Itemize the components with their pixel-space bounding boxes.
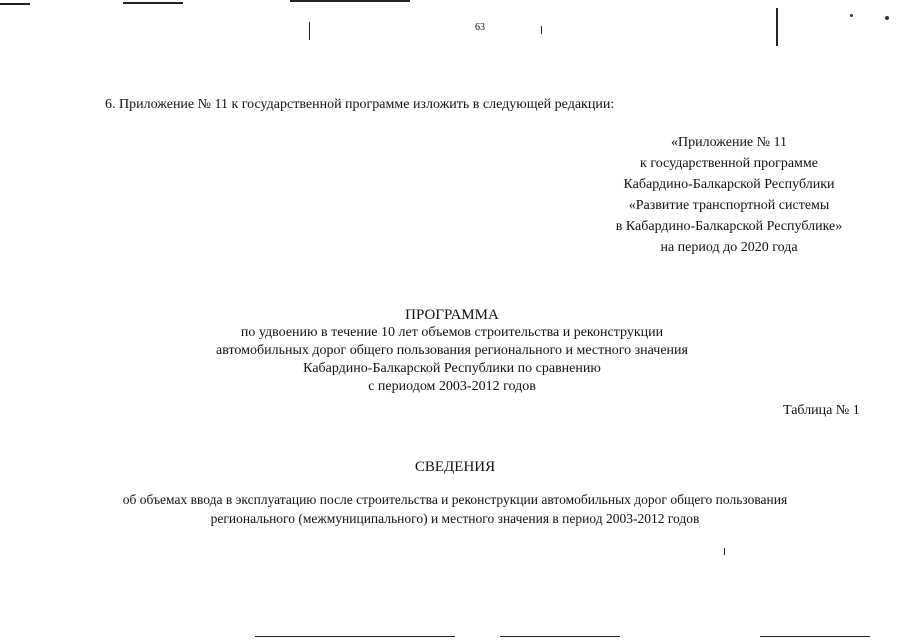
scan-mark-bottom-3: [760, 636, 870, 637]
scan-dot-1: [850, 14, 853, 17]
appendix-note-line-6: на период до 2020 года: [660, 240, 798, 255]
table-label: Таблица № 1: [783, 403, 860, 418]
program-line-2: автомобильных дорог общего пользования регионального и местного значения: [216, 343, 688, 358]
program-line-1: по удвоению в течение 10 лет объемов строительства и реконструкции: [240, 325, 664, 340]
appendix-note-line-3: Кабардино-Балкарской Республики: [623, 177, 835, 192]
scan-mark-bottom-2: [500, 636, 620, 637]
appendix-note-line-2: к государственной программе: [640, 156, 818, 171]
page-number: 63: [475, 22, 485, 33]
scan-mark-vertical-left: [309, 22, 310, 40]
scan-dot-2: [885, 16, 889, 20]
scan-mark-top-left: [0, 3, 30, 5]
scan-mark-top-1: [123, 2, 183, 4]
scan-mark-vertical-right: [776, 8, 778, 46]
program-title: ПРОГРАММА: [405, 307, 499, 323]
appendix-note-line-1: «Приложение № 11: [671, 135, 787, 150]
info-line-2: регионального (межмуниципального) и местного значения в период 2003-2012 годов: [210, 511, 700, 526]
appendix-note-line-5: в Кабардино-Балкарской Республике»: [615, 219, 843, 234]
scan-mark-tick: [541, 26, 542, 34]
info-line-1: об объемах ввода в эксплуатацию после строительства и реконструкции автомобильных дорог общего пользования: [122, 492, 788, 507]
program-line-4: с периодом 2003-2012 годов: [368, 379, 536, 394]
appendix-note-line-4: «Развитие транспортной системы: [628, 198, 830, 213]
scan-mark-bottom-1: [255, 636, 455, 637]
program-line-3: Кабардино-Балкарской Республики по сравнению: [303, 361, 601, 376]
info-title: СВЕДЕНИЯ: [414, 459, 496, 475]
intro-paragraph: 6. Приложение № 11 к государственной программе изложить в следующей редакции:: [105, 97, 615, 112]
scan-mark-top-2: [290, 0, 410, 2]
scan-mark-small: [724, 548, 725, 555]
